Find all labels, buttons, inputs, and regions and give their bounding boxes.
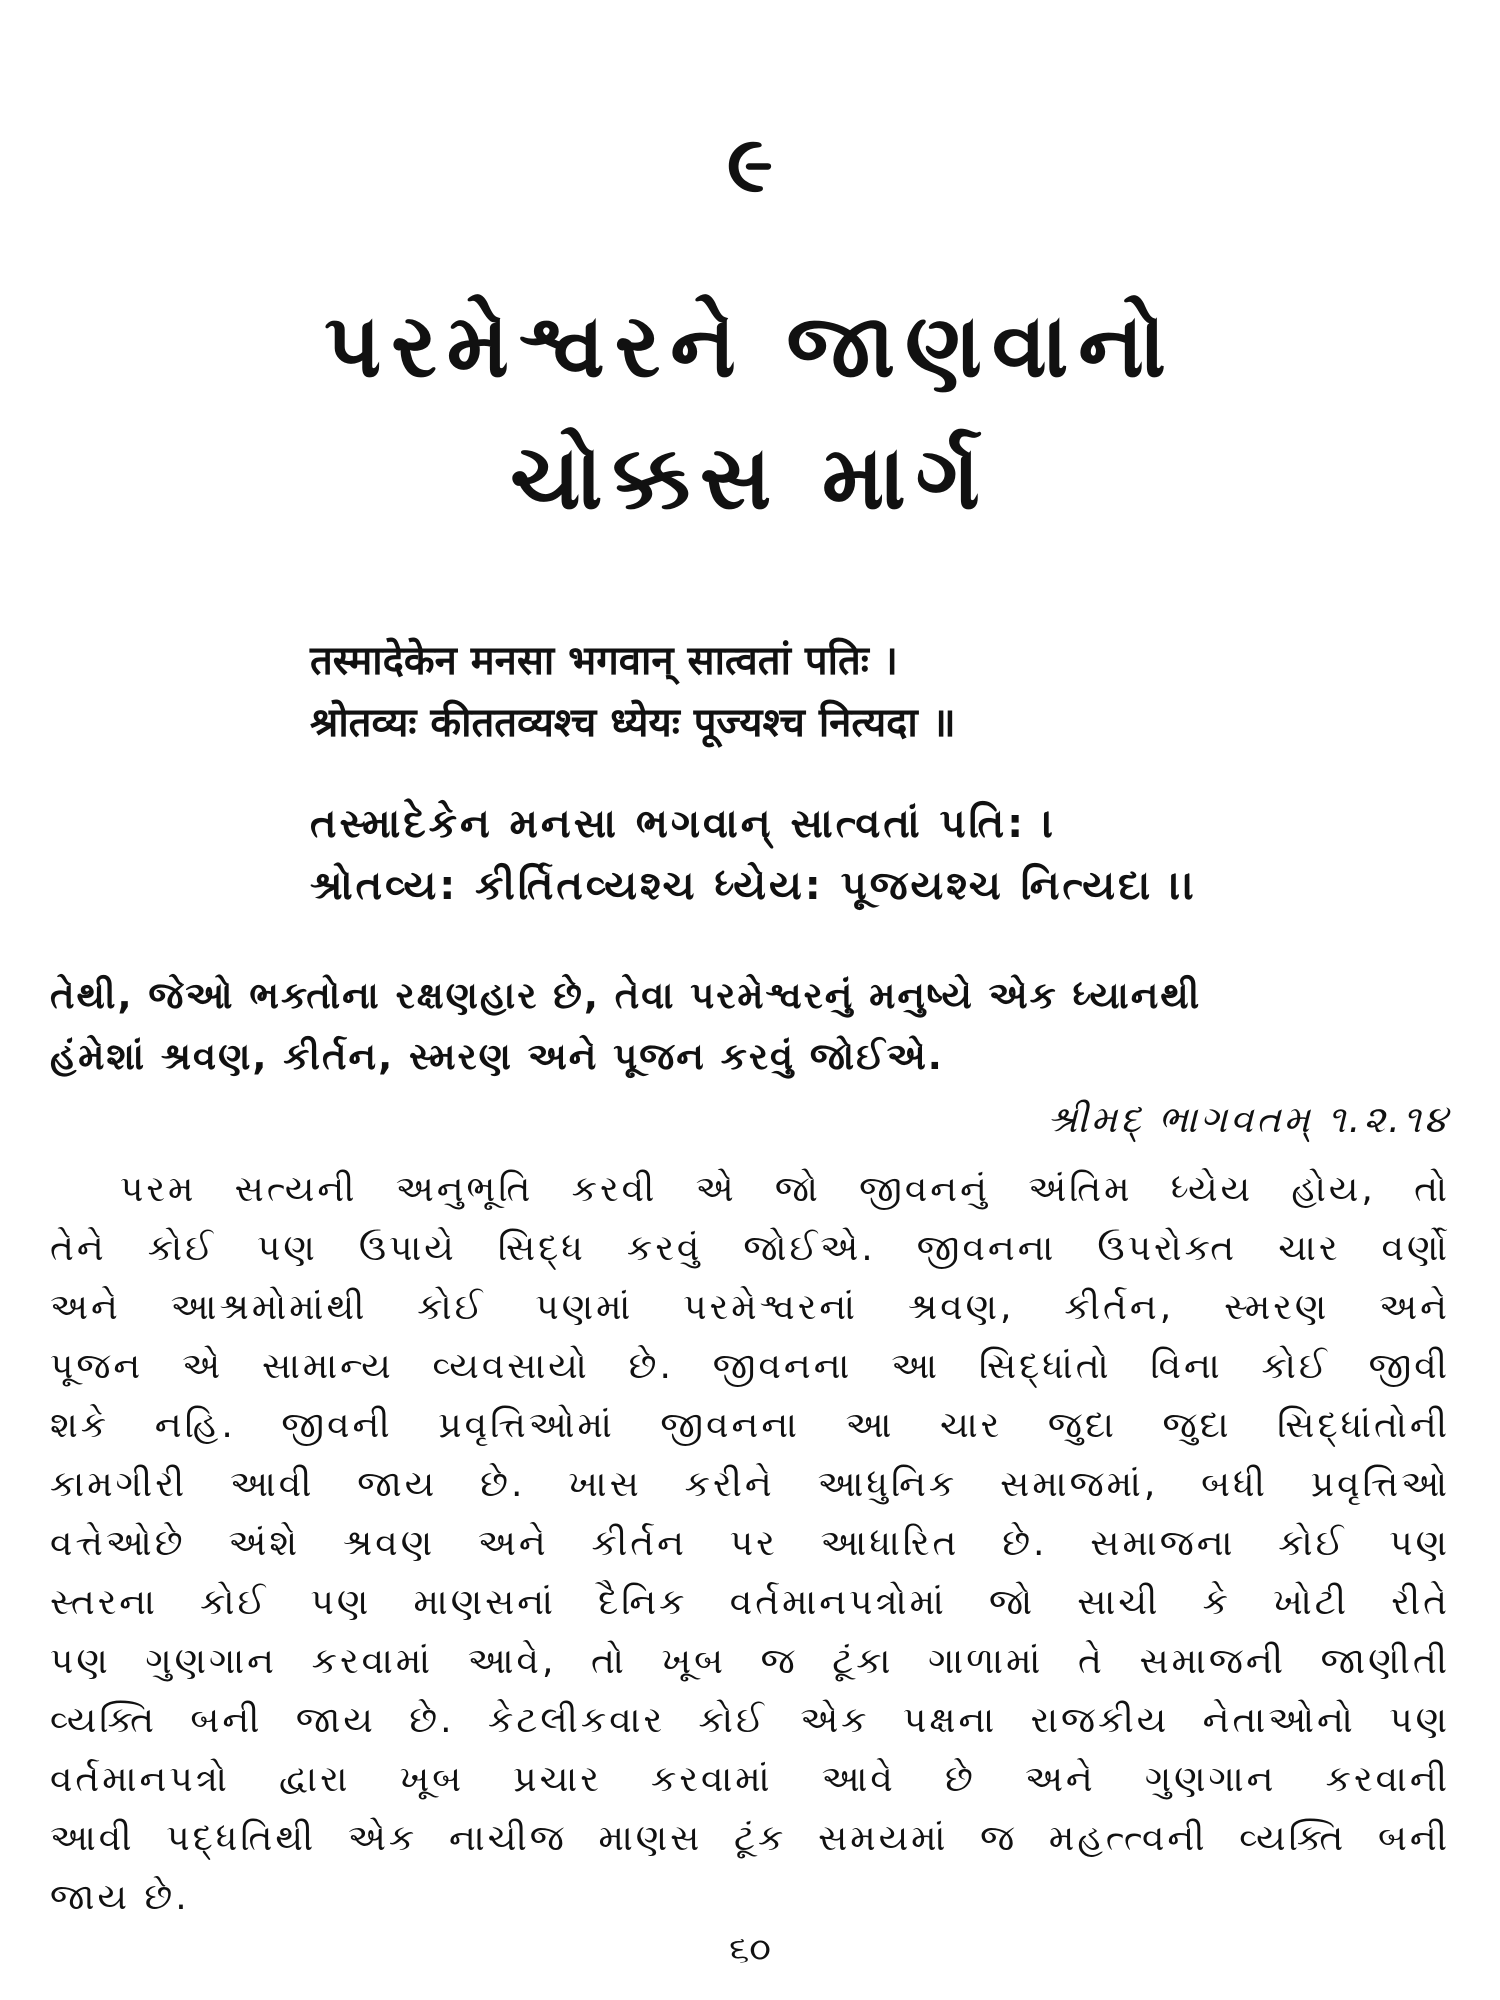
verse-sanskrit (310, 630, 956, 754)
verse-line: श्रोतव्यः कीततव्यश्च ध्येयः पूज्यश्च नित्यदा ॥ (310, 700, 956, 746)
translation-line: તેથી, જેઓ ભક્તોના રક્ષણહાર છે, તેવા પરમેશ્વરનું મનુષ્યે એક ધ્યાનથી (50, 974, 1202, 1017)
purport-line: જાય છે. (50, 1877, 190, 1918)
purport-line: પરમ સત્યની અનુભૂતિ કરવી એ જો જીવનનું અંતિમ ધ્યેય હોય, તો (120, 1169, 1450, 1210)
verse-translation (50, 965, 1450, 1087)
purport-line: શકે નહિ. જીવની પ્રવૃત્તિઓમાં જીવનના આ ચાર જુદા જુદા સિદ્ધાંતોની (50, 1405, 1450, 1446)
chapter-title-line: ચોક્કસ માર્ગ (510, 426, 990, 529)
purport-line: વ્યક્તિ બની જાય છે. કેટલીકવાર કોઈ એક પક્ષના રાજકીય નેતાઓનો પણ (50, 1700, 1450, 1741)
verse-line: શ્રોતવ્ય: કીર્તિતવ્યશ્ચ ધ્યેય: પૂજયશ્ચ નિત્યદા ।। (310, 863, 1198, 909)
chapter-number: ૯ (726, 120, 774, 210)
page-number: ૬૦ (729, 1929, 771, 1970)
purport-line: અને આશ્રમોમાંથી કોઈ પણમાં પરમેશ્વરનાં શ્રવણ, કીર્તન, સ્મરણ અને (50, 1287, 1450, 1328)
verse-line: તસ્માદેકેન મનસા ભગવાન્ સાત્વતાં પતિ: । (310, 801, 1057, 847)
translation-line: હંમેશાં શ્રવણ, કીર્તન, સ્મરણ અને પૂજન કરવું જોઈએ. (50, 1035, 944, 1078)
verse-line: तस्मादेकेन मनसा भगवान् सात्वतां पतिः । (310, 638, 898, 684)
purport-line: આવી પદ્ધતિથી એક નાચીજ માણસ ટૂંક સમયમાં જ મહત્ત્વની વ્યક્તિ બની (50, 1818, 1450, 1859)
chapter-title (0, 280, 1500, 544)
verse-citation: શ્રીમદ્ ભાગવતમ્ ૧.૨.૧૪ (1047, 1098, 1450, 1141)
chapter-title-line: પરમેશ્વરને જાણવાનો (324, 294, 1176, 397)
purport-paragraph (50, 1160, 1450, 1927)
purport-line: વત્તેઓછે અંશે શ્રવણ અને કીર્તન પર આધારિત છે. સમાજના કોઈ પણ (50, 1523, 1450, 1564)
verse-transliteration (310, 793, 1197, 917)
purport-line: વર્તમાનપત્રો દ્વારા ખૂબ પ્રચાર કરવામાં આવે છે અને ગુણગાન કરવાની (50, 1759, 1450, 1800)
purport-line: કામગીરી આવી જાય છે. ખાસ કરીને આધુનિક સમાજમાં, બધી પ્રવૃત્તિઓ (50, 1464, 1450, 1505)
purport-line: તેને કોઈ પણ ઉપાયે સિદ્ધ કરવું જોઈએ. જીવનના ઉપરોક્ત ચાર વર્ણો (50, 1228, 1450, 1269)
purport-line: પૂજન એ સામાન્ય વ્યવસાયો છે. જીવનના આ સિદ્ધાંતો વિના કોઈ જીવી (50, 1346, 1450, 1387)
purport-line: સ્તરના કોઈ પણ માણસનાં દૈનિક વર્તમાનપત્રોમાં જો સાચી કે ખોટી રીતે (50, 1582, 1450, 1623)
purport-line: પણ ગુણગાન કરવામાં આવે, તો ખૂબ જ ટૂંકા ગાળામાં તે સમાજની જાણીતી (50, 1641, 1450, 1682)
